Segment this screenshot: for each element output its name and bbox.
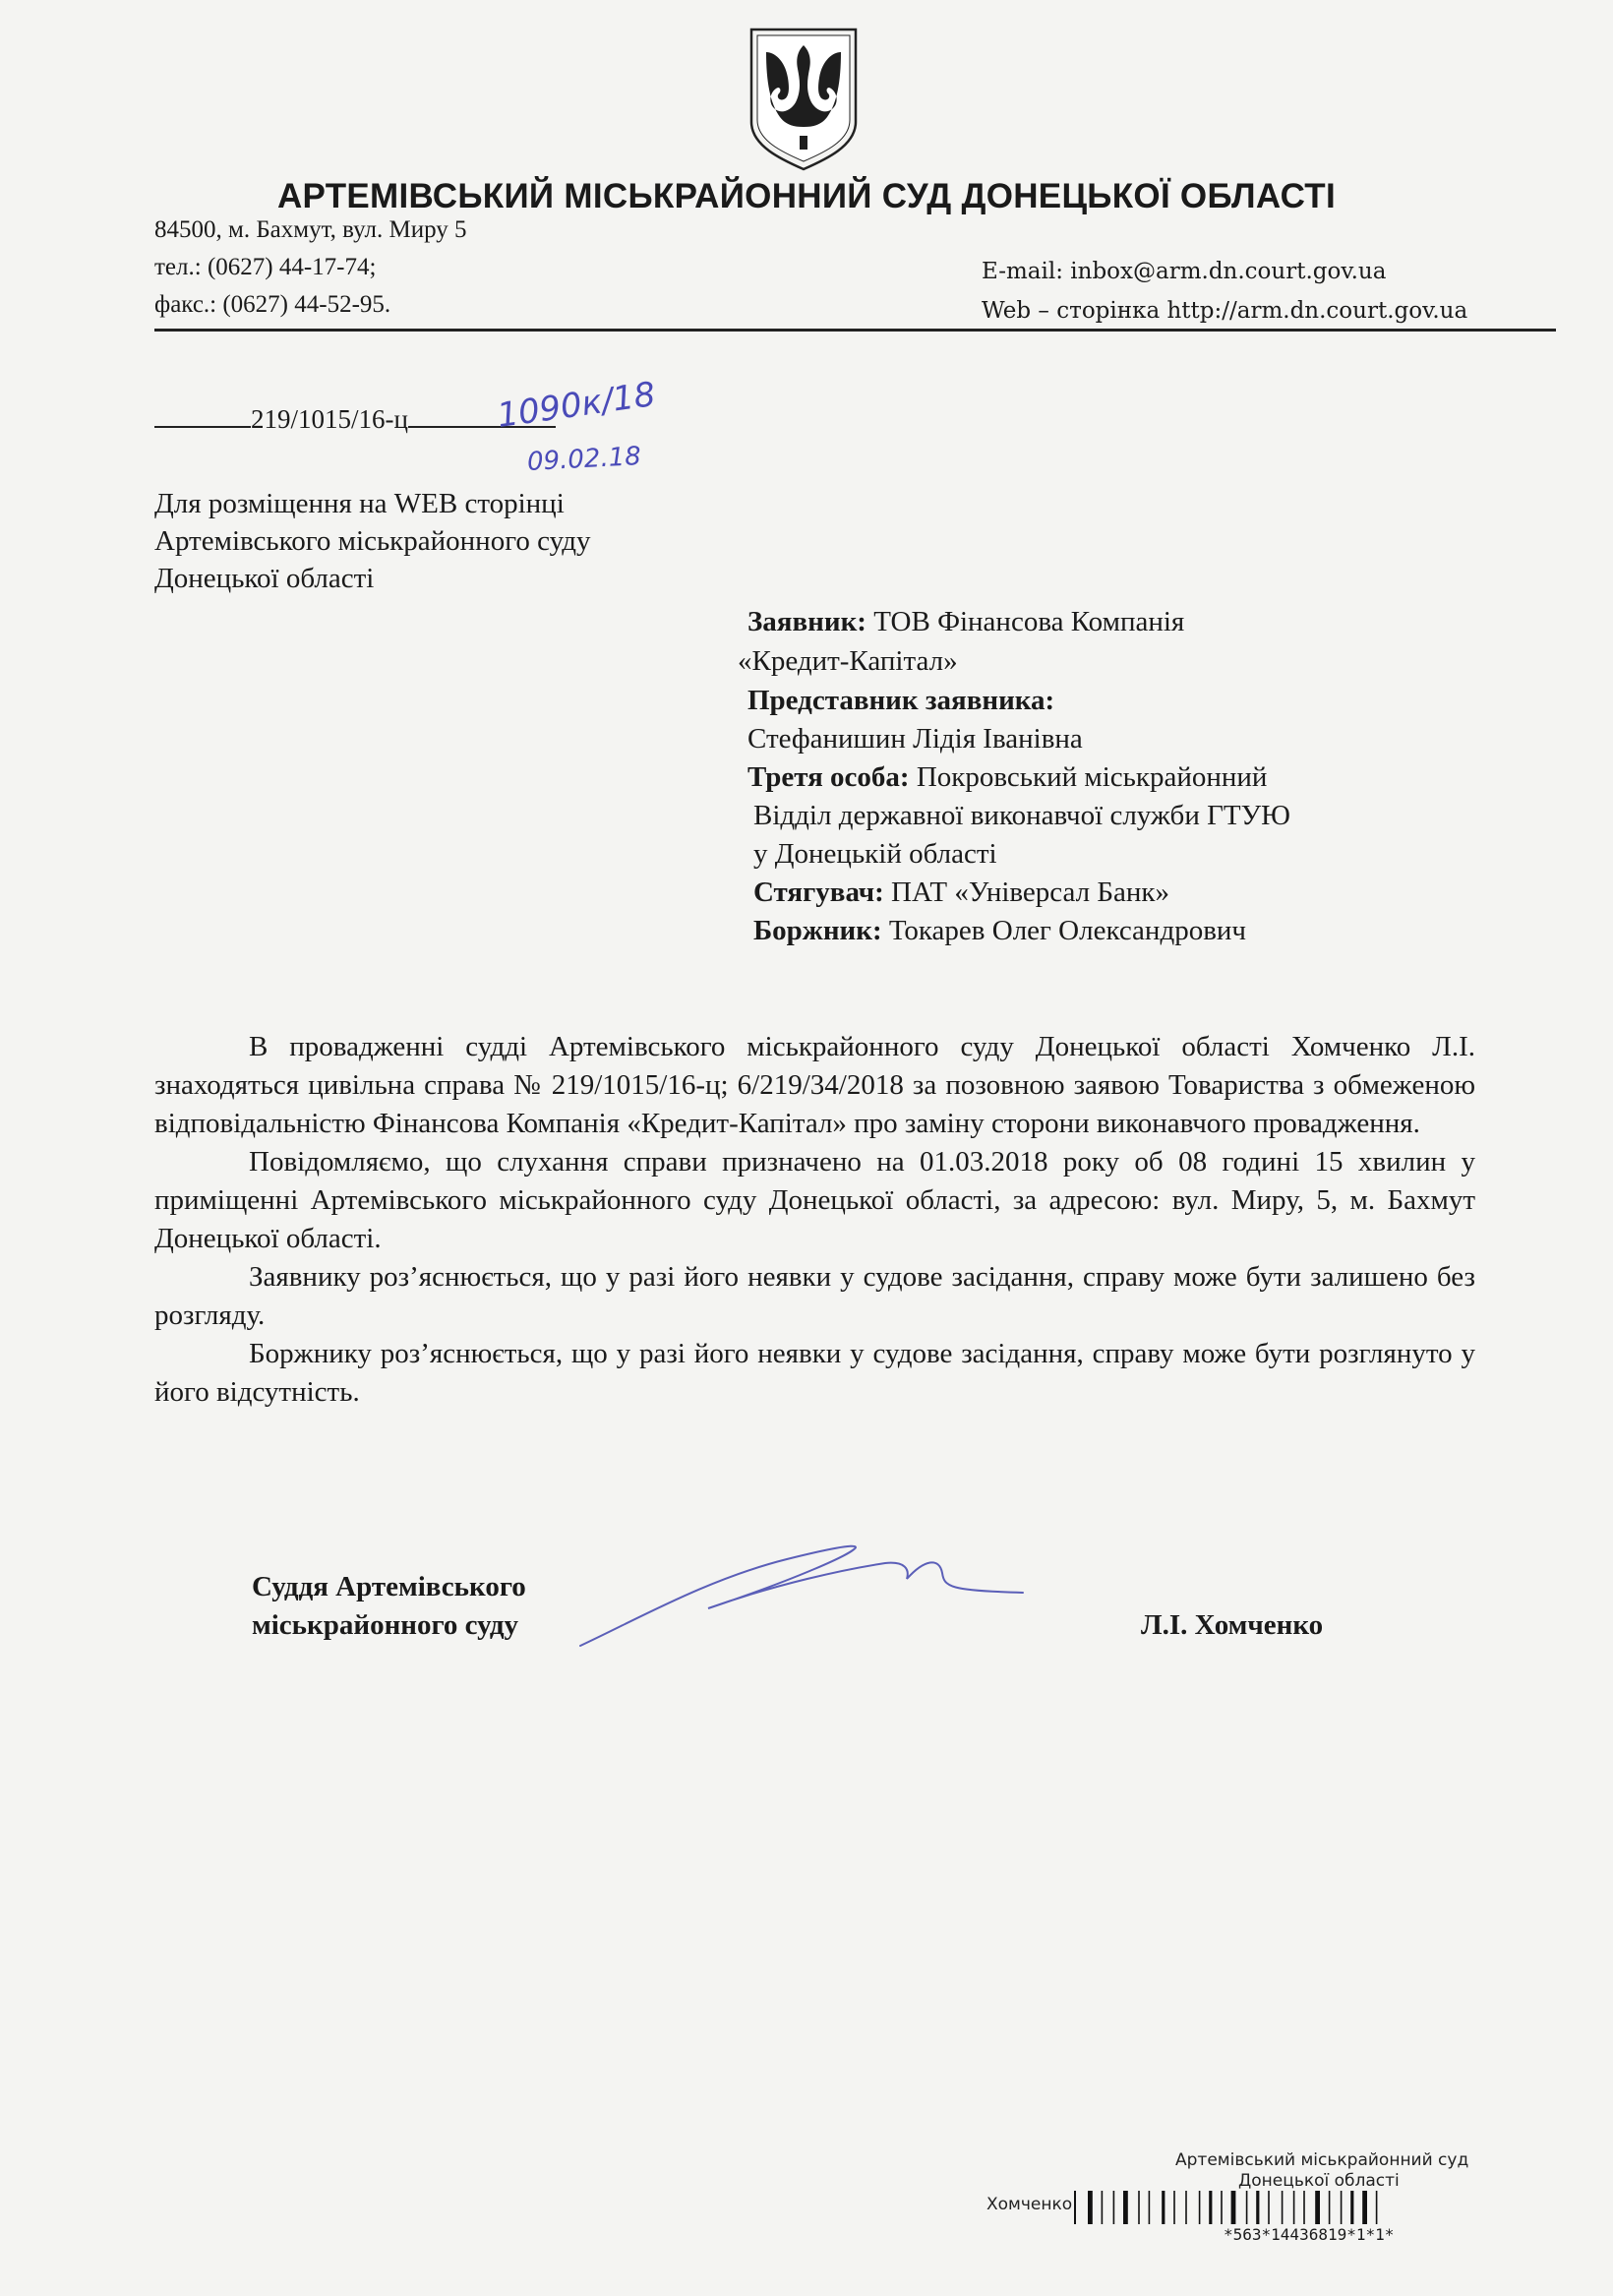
barcode-bar [1341, 2191, 1343, 2224]
court-website: Web – сторінка http://arm.dn.court.gov.ua [982, 298, 1468, 324]
blank-line [154, 404, 251, 428]
barcode-bar [1088, 2191, 1093, 2224]
body-paragraph: Повідомляємо, що слухання справи призначено на 01.03.2018 року об 08 годині 15 хвилин у приміщенні Артемівського міськрайонного суду Донецької області, за адресою: вул. Миру, 5, м. Бахмут Донецької області. [154, 1146, 1475, 1254]
court-address: 84500, м. Бахмут, вул. Миру 5 [154, 216, 467, 243]
judge-title: Суддя Артемівського [252, 1571, 526, 1602]
barcode-bar [1173, 2191, 1175, 2224]
third-party-value: Покровський міськрайонний [916, 761, 1268, 793]
handwritten-registration-number: 1090к/18 [495, 374, 658, 437]
destination-line: Артемівського міськрайонного суду [154, 525, 591, 557]
barcode-bar [1303, 2191, 1305, 2224]
party-representative [747, 685, 1054, 717]
barcode-bar [1149, 2191, 1151, 2224]
notice-body [154, 1028, 1475, 1412]
barcode-bar [1185, 2191, 1187, 2224]
barcode-bar [1221, 2191, 1223, 2224]
applicant-label: Заявник: [747, 606, 866, 637]
destination-line: Для розміщення на WEB сторінці [154, 488, 565, 519]
court-email: E-mail: inbox@arm.dn.court.gov.ua [982, 259, 1387, 284]
barcode-bar [1256, 2191, 1259, 2224]
stamp-court-name: Артемівський міськрайонний суд [1175, 2150, 1469, 2170]
representative-label: Представник заявника: [747, 685, 1055, 716]
barcode-bar [1350, 2191, 1353, 2224]
collector-label: Стягувач: [753, 876, 884, 908]
debtor-label: Боржник: [753, 915, 882, 946]
barcode-bar [1376, 2191, 1378, 2224]
barcode-bar [1268, 2191, 1270, 2224]
barcode-bar [1282, 2191, 1284, 2224]
case-number: 219/1015/16-ц [251, 404, 408, 434]
handwritten-registration-date: 09.02.18 [526, 441, 642, 478]
barcode-bar [1113, 2191, 1115, 2224]
stamp-judge: Хомченко [986, 2195, 1073, 2214]
barcode-bar [1199, 2191, 1201, 2224]
representative-name: Стефанишин Лідія Іванівна [747, 723, 1083, 755]
third-party-value-continued: Відділ державної виконавчої служби ГТУЮ [753, 800, 1290, 831]
barcode-bar [1162, 2191, 1165, 2224]
barcode-bar [1209, 2191, 1212, 2224]
third-party-value-continued: у Донецькій області [753, 838, 997, 870]
court-fax: факс.: (0627) 44-52-95. [154, 291, 391, 318]
barcode-bar [1123, 2191, 1128, 2224]
party-collector [753, 876, 1169, 909]
barcode-bar [1231, 2191, 1236, 2224]
third-party-label: Третя особа: [747, 761, 910, 793]
barcode-bar [1138, 2191, 1140, 2224]
body-paragraph: Заявнику роз’яснюється, що у разі його неявки у судове засідання, справу може бути залишено без розгляду. [154, 1261, 1475, 1331]
coat-of-arms-icon [747, 28, 860, 171]
party-debtor [753, 915, 1246, 947]
body-paragraph: В провадженні судді Артемівського міськрайонного суду Донецької області Хомченко Л.І. знаходяться цивільна справа № 219/1015/16-ц; 6/219/34/2018 за позовною заявою Товариства з обмеженою відповідальністю Фінансова Компанія «Кредит-Капітал» про заміну сторони виконавчого провадження. [154, 1031, 1475, 1139]
debtor-value: Токарев Олег Олександрович [888, 915, 1246, 946]
handwritten-signature [561, 1530, 1033, 1658]
barcode-bar [1102, 2191, 1104, 2224]
barcode-bar [1293, 2191, 1295, 2224]
barcode-bar [1362, 2191, 1367, 2224]
party-third [747, 761, 1267, 794]
barcode-bar [1074, 2191, 1076, 2224]
barcode-bar [1329, 2191, 1331, 2224]
judge-name: Л.І. Хомченко [1141, 1609, 1324, 1641]
court-name: АРТЕМІВСЬКИЙ МІСЬКРАЙОННИЙ СУД ДОНЕЦЬКОЇ ОБЛАСТІ [276, 177, 1337, 215]
party-applicant [747, 606, 1184, 638]
court-phone: тел.: (0627) 44-17-74; [154, 254, 377, 280]
barcode-bar [1315, 2191, 1320, 2224]
barcode-number: *563*14436819*1*1* [1224, 2225, 1395, 2244]
destination-line: Донецької області [154, 563, 375, 594]
judge-title: міськрайонного суду [252, 1609, 519, 1641]
barcode [1074, 2191, 1546, 2224]
applicant-value: ТОВ Фінансова Компанія [873, 606, 1185, 637]
collector-value: ПАТ «Універсал Банк» [891, 876, 1170, 908]
stamp-court-region: Донецької області [1238, 2171, 1400, 2191]
applicant-value-continued: «Кредит-Капітал» [738, 645, 958, 677]
body-paragraph: Боржнику роз’яснюється, що у разі його неявки у судове засідання, справу може бути розглянуто у його відсутність. [154, 1338, 1475, 1408]
header-divider [154, 329, 1556, 332]
barcode-bar [1246, 2191, 1248, 2224]
